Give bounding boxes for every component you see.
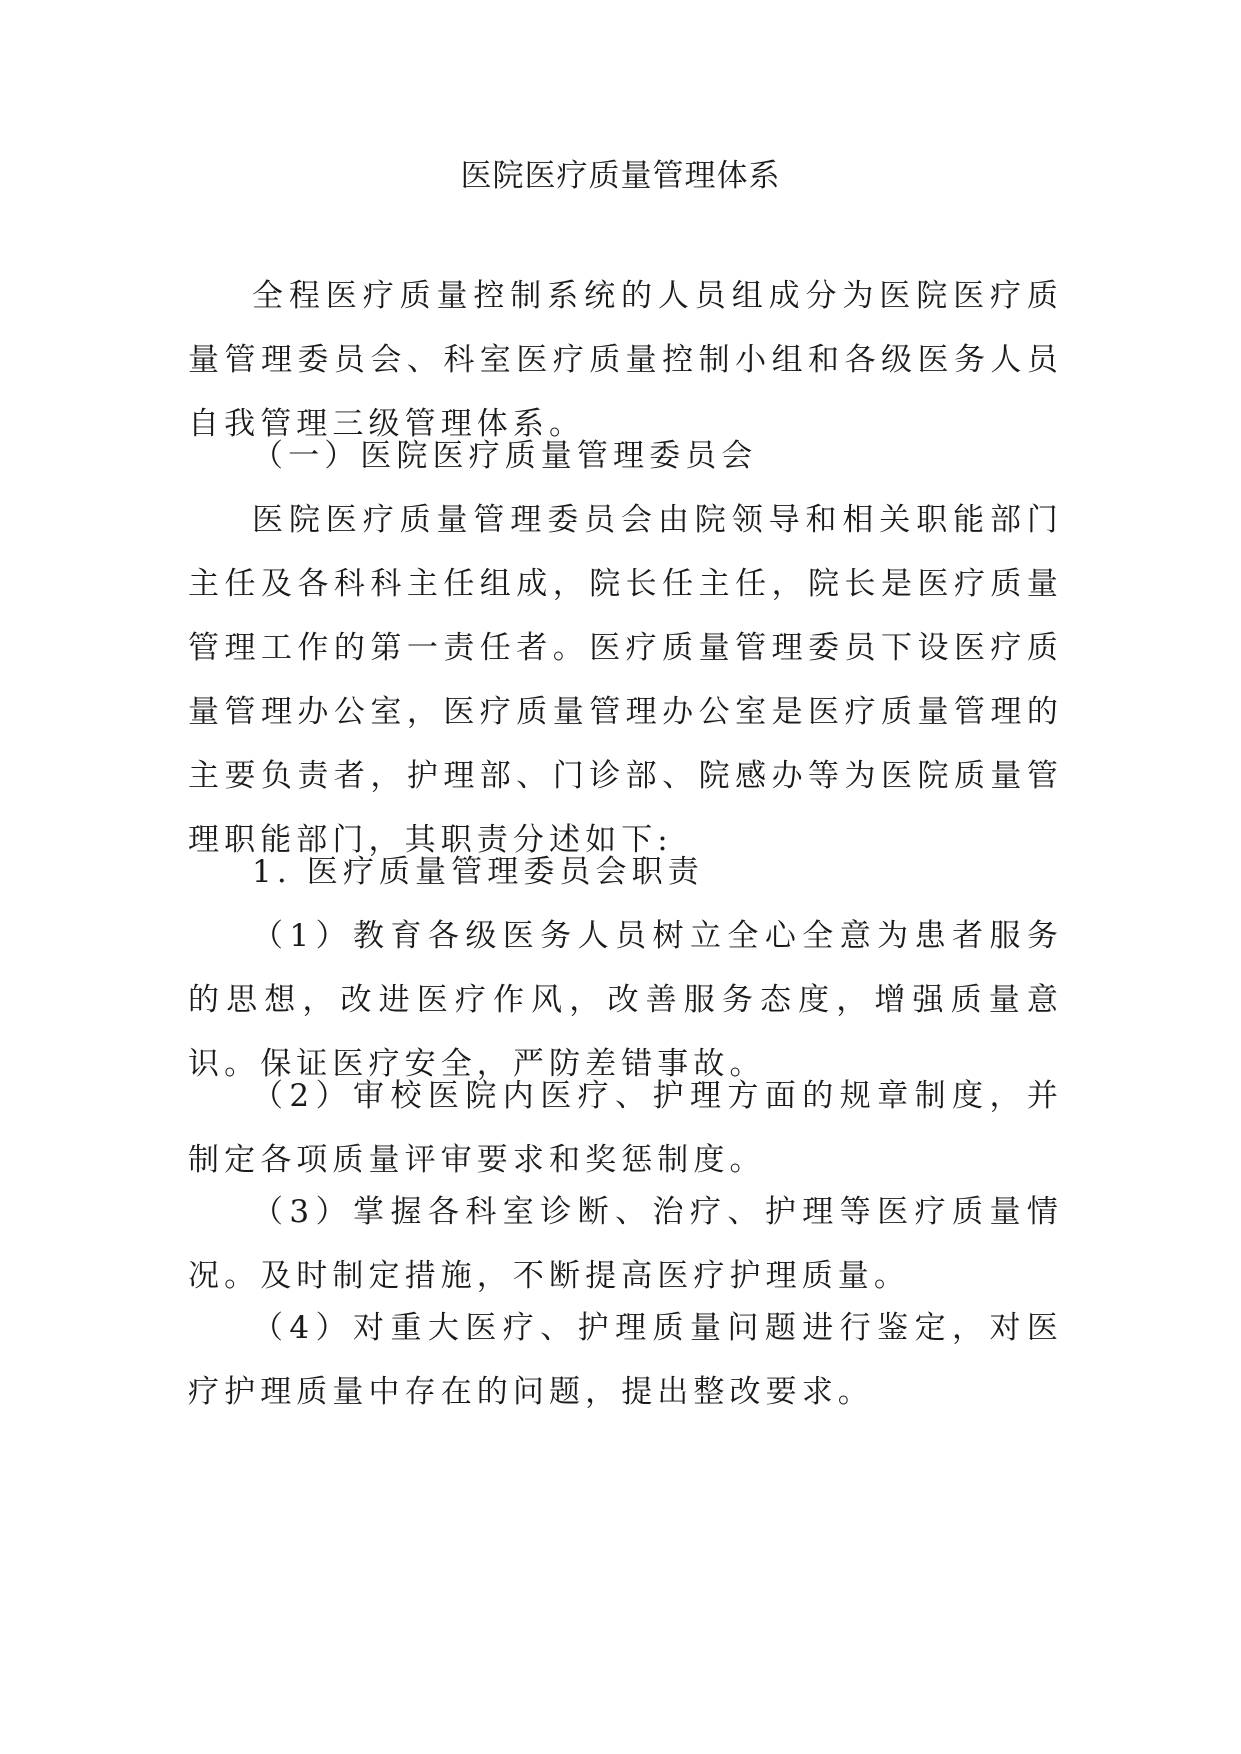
paragraph-committee-description: 医院医疗质量管理委员会由院领导和相关职能部门主任及各科科主任组成，院长任主任，院长是医疗质量管理工作的第一责任者。医疗质量管理委员下设医疗质量管理办公室，医疗质量管理办公室是医疗质量管理的主要负责者，护理部、门诊部、院感办等为医院质量管理职能部门，其职责分述如下: [188, 502, 1063, 858]
duty-item-3: （3）掌握各科室诊断、治疗、护理等医疗质量情况。及时制定措施，不断提高医疗护理质量。 [188, 1194, 1063, 1294]
duty-item-2: （2）审校医院内医疗、护理方面的规章制度，并制定各项质量评审要求和奖惩制度。 [188, 1078, 1063, 1178]
subheading-committee-duties: 1. 医疗质量管理委员会职责 [252, 854, 704, 890]
duty-item-4: （4）对重大医疗、护理质量问题进行鉴定，对医疗护理质量中存在的问题，提出整改要求。 [188, 1310, 1063, 1410]
paragraph-intro: 全程医疗质量控制系统的人员组成分为医院医疗质量管理委员会、科室医疗质量控制小组和各级医务人员自我管理三级管理体系。 [188, 278, 1063, 442]
document-title: 医院医疗质量管理体系 [460, 158, 781, 194]
duty-item-1: （1）教育各级医务人员树立全心全意为患者服务的思想，改进医疗作风，改善服务态度，增强质量意识。保证医疗安全，严防差错事故。 [188, 918, 1063, 1082]
section-heading-committee: （一）医院医疗质量管理委员会 [252, 438, 758, 474]
